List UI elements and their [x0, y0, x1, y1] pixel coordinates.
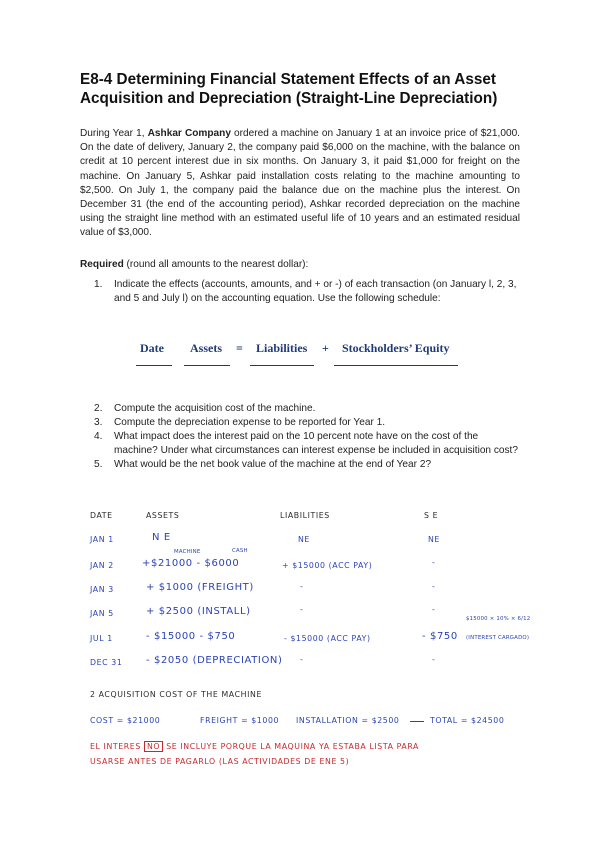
hw-row-assets: - $2050 (DEPRECIATION)	[146, 655, 283, 666]
hw-row-date: JAN 1	[90, 535, 114, 544]
question-number: 2.	[94, 403, 103, 414]
schedule-underline-assets	[184, 365, 230, 366]
paragraph-body: ordered a machine on January 1 at an invoice price of $21,000. On the date of delivery, January 2, the company paid $6,000 on the machine, with the balance on credit at 10 percent interest due in six months. On January 3, it paid $1,000 for freight on the machine. On January 5, Ashkar paid installation costs relating to the machine amounting to $2,500. On July 1, the company paid the balance due on the machine plus the interest. On December 31 (the end of the accounting period), Ashkar recorded depreciation on the machine using the straight line method with an estimated useful life of 10 years and an estimated residual value of $3,000.	[80, 128, 520, 239]
red-note-rest: SE INCLUYE PORQUE LA MAQUINA YA ESTABA LISTA PARA	[166, 742, 419, 751]
red-note-start: EL INTERES	[90, 742, 141, 751]
hw-note-cash: CASH	[232, 548, 248, 554]
hw-section-2-heading: 2 ACQUISITION COST OF THE MACHINE	[90, 690, 262, 699]
schedule-equity: Stockholders’ Equity	[342, 341, 450, 355]
hw-note-interest: (INTEREST CARGADO)	[466, 635, 530, 641]
hw-row-assets: N E	[152, 532, 171, 543]
question-item	[80, 416, 520, 430]
hw-freight: FREIGHT = $1000	[200, 716, 280, 725]
hw-row-se: -	[432, 582, 436, 591]
question-number: 3.	[94, 417, 103, 428]
question-text: Compute the acquisition cost of the machine.	[114, 403, 316, 414]
hw-row-liabilities: + $15000 (ACC PAY)	[282, 561, 373, 570]
question-list-1	[80, 278, 520, 306]
schedule-underline-date	[136, 365, 172, 366]
required-note: (round all amounts to the nearest dollar):	[123, 259, 309, 270]
hw-note-machine: MACHINE	[174, 549, 201, 555]
question-number: 5.	[94, 459, 103, 470]
hw-header-assets: ASSETS	[146, 511, 180, 520]
required-label: Required	[80, 259, 124, 270]
hw-row-se: -	[432, 558, 436, 567]
schedule-underline-equity	[334, 365, 458, 366]
hw-install: INSTALLATION = $2500	[296, 716, 400, 725]
hw-row-se: -	[432, 605, 436, 614]
hw-row-liabilities: -	[300, 605, 304, 614]
schedule-underline-liabilities	[250, 365, 314, 366]
hw-row-date: JAN 2	[90, 561, 114, 570]
question-item	[80, 402, 520, 416]
question-item	[80, 458, 520, 472]
problem-paragraph	[80, 127, 520, 241]
hw-header-date: DATE	[90, 511, 113, 520]
arrow-right-icon	[410, 721, 424, 722]
hw-row-assets: + $1000 (FREIGHT)	[146, 582, 254, 593]
question-text: What would be the net book value of the machine at the end of Year 2?	[114, 459, 432, 470]
company-name: Ashkar Company	[147, 128, 231, 139]
exercise-title	[80, 70, 520, 108]
hw-row-assets: - $15000 - $750	[146, 631, 236, 642]
hw-total: TOTAL = $24500	[430, 716, 505, 725]
hw-note-interest-calc: $15000 × 10% × 6/12	[466, 616, 531, 622]
question-list-2	[80, 402, 520, 472]
hw-row-date: JUL 1	[90, 634, 113, 643]
title-line-2: Acquisition and Depreciation (Straight-Line Depreciation)	[80, 90, 498, 107]
paragraph-intro: During Year 1,	[80, 128, 148, 139]
hw-row-date: JAN 5	[90, 609, 114, 618]
hw-row-se: NE	[428, 535, 440, 544]
hw-row-liabilities: - $15000 (ACC PAY)	[284, 634, 371, 643]
hw-header-se: S E	[424, 511, 439, 520]
hw-cost: COST = $21000	[90, 716, 161, 725]
schedule-liabilities: Liabilities	[256, 341, 308, 355]
red-note-no-boxed: NO	[144, 741, 163, 752]
schedule-plus: +	[322, 341, 329, 355]
hw-red-note-line-2: USARSE ANTES DE PAGARLO (LAS ACTIVIDADES DE ENE 5)	[90, 757, 350, 766]
hw-row-se: -	[432, 655, 436, 664]
schedule-date: Date	[140, 341, 164, 355]
question-number: 1.	[94, 279, 103, 290]
question-text: Indicate the effects (accounts, amounts, and + or -) of each transaction (on January l, 2, 3, and 5 and July l) on the accounting equation. Use the following schedule:	[114, 279, 517, 304]
question-number: 4.	[94, 431, 103, 442]
hw-row-date: DEC 31	[90, 658, 123, 667]
hw-row-se: - $750	[422, 631, 458, 642]
question-item	[80, 430, 520, 458]
hw-row-assets: + $2500 (INSTALL)	[146, 606, 251, 617]
hw-row-assets: +$21000 - $6000	[142, 558, 240, 569]
hw-row-liabilities: NE	[298, 535, 310, 544]
hw-arrow	[408, 716, 426, 725]
required-line	[80, 258, 520, 272]
hw-header-liabilities: LIABILITIES	[280, 511, 330, 520]
schedule-assets: Assets	[190, 341, 222, 355]
question-text: What impact does the interest paid on the 10 percent note have on the cost of the machine? Under what circumstances can interest expense be included in acquisition cost?	[114, 431, 518, 456]
question-item	[80, 278, 520, 306]
hw-row-liabilities: -	[300, 655, 304, 664]
title-line-1: E8-4 Determining Financial Statement Effects of an Asset	[80, 71, 496, 88]
schedule-header	[130, 341, 470, 371]
question-text: Compute the depreciation expense to be reported for Year 1.	[114, 417, 386, 428]
hw-row-date: JAN 3	[90, 585, 114, 594]
schedule-equals: =	[236, 341, 243, 355]
hw-red-note-line-1	[90, 741, 419, 752]
hw-row-liabilities: -	[300, 582, 304, 591]
